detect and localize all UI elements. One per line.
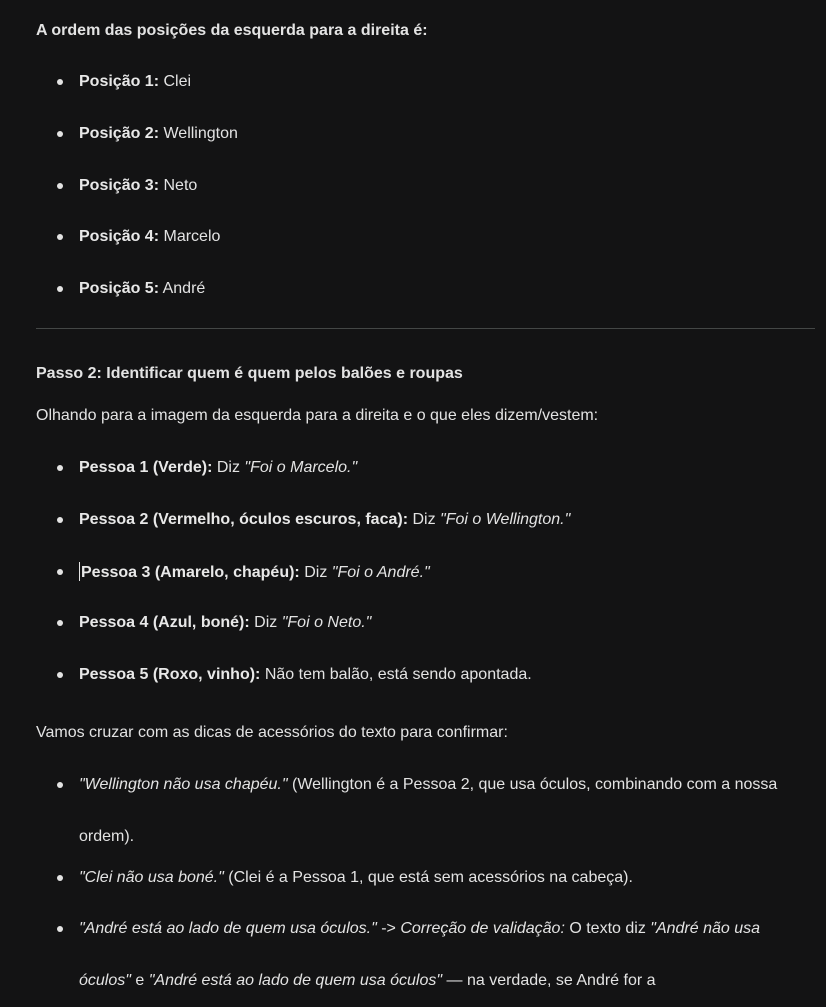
position-value: Neto [163,177,198,194]
list-item [79,613,816,633]
clue-correction: Correção de validação: [400,920,565,937]
clue-text: — na verdade, se André for a [442,972,656,989]
bullet-icon [57,234,63,240]
person-text: Não tem balão, está sendo apontada. [264,666,532,683]
position-value: André [162,280,206,297]
position-value: Marcelo [163,228,221,245]
list-item [79,562,816,583]
bullet-icon [57,79,63,85]
bullet-icon [57,875,63,881]
list-item [79,458,816,478]
person-label: Pessoa 1 (Verde): [79,459,213,476]
bullet-icon [57,926,63,932]
person-label: Pessoa 2 (Vermelho, óculos escuros, faca): [79,511,409,528]
clue-text: (Wellington é a Pessoa 2, que usa óculos, combinando com a nossa ordem). [79,776,778,845]
bullet-icon [57,782,63,788]
step2-heading: Passo 2: Identificar quem é quem pelos balões e roupas [36,365,463,382]
list-item [79,227,816,247]
cross-intro: Vamos cruzar com as dicas de acessórios do texto para confirmar: [36,724,508,741]
position-label: Posição 4: [79,228,160,245]
clue-quote: "Clei não usa boné." [79,869,224,886]
clue-quote: "André está ao lado de quem usa óculos" [148,972,443,989]
text-cursor [79,562,80,581]
list-item [79,72,816,92]
person-quote: "Foi o Marcelo." [244,459,358,476]
person-verb: Diz [254,614,278,631]
step2-intro: Olhando para a imagem da esquerda para a direita e o que eles dizem/vestem: [36,407,599,424]
positions-heading: A ordem das posições da esquerda para a direita é: [36,22,428,39]
bullet-icon [57,569,63,575]
clue-text: O texto diz [564,920,651,937]
person-quote: "Foi o André." [331,564,430,581]
person-quote: "Foi o Neto." [281,614,372,631]
clue-arrow: -> [376,920,401,937]
position-value: Clei [163,73,192,90]
bullet-icon [57,517,63,523]
bullet-icon [57,672,63,678]
clue-text: (Clei é a Pessoa 1, que está sem acessórios na cabeça). [228,869,633,886]
clue-quote: "André está ao lado de quem usa óculos." [79,920,377,937]
bullet-icon [57,183,63,189]
position-label: Posição 3: [79,177,160,194]
bullet-icon [57,131,63,137]
position-label: Posição 2: [79,125,160,142]
bullet-icon [57,286,63,292]
person-label: Pessoa 4 (Azul, boné): [79,614,250,631]
list-item [79,176,816,196]
position-value: Wellington [163,125,238,142]
list-item [79,124,816,144]
bullet-icon [57,465,63,471]
list-item [79,759,816,863]
person-verb: Diz [304,564,328,581]
person-verb: Diz [216,459,240,476]
person-verb: Diz [412,511,436,528]
clue-quote: "André não usa óculos" [79,920,761,989]
clue-text: e [130,972,149,989]
list-item [79,279,816,299]
list-item [79,510,816,530]
list-item [79,665,816,685]
bullet-icon [57,620,63,626]
position-label: Posição 5: [79,280,160,297]
list-item [79,903,816,1007]
person-label: Pessoa 3 (Amarelo, chapéu): [81,564,300,581]
person-label: Pessoa 5 (Roxo, vinho): [79,666,261,683]
position-label: Posição 1: [79,73,160,90]
clue-quote: "Wellington não usa chapéu." [79,776,288,793]
list-item [79,868,816,888]
divider [36,328,815,329]
person-quote: "Foi o Wellington." [440,511,571,528]
